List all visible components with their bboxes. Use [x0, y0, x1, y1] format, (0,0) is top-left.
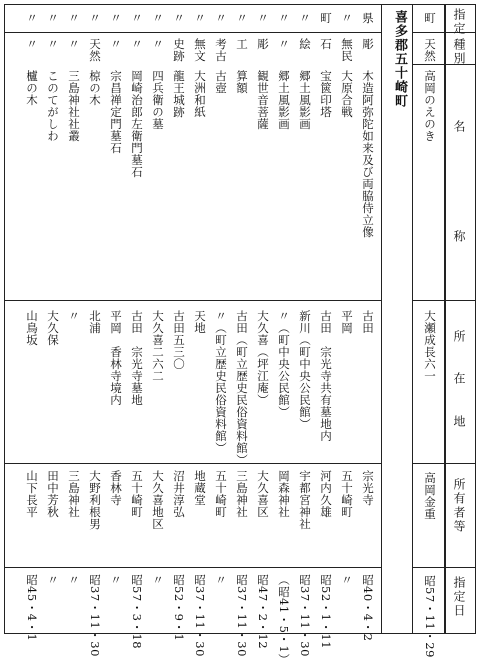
row-name: 龍王城跡	[172, 70, 186, 118]
row-name: 観世音菩薩	[256, 70, 270, 130]
row-date: 昭47・2・12	[256, 574, 270, 650]
rule-left	[4, 4, 5, 634]
row-level: 〃	[67, 12, 81, 24]
row-location: 〃（町中央公民館）	[277, 310, 291, 418]
row-name: このてがしわ	[46, 70, 60, 142]
row-kind: 石	[319, 38, 333, 50]
header-owner: 所有者等	[452, 478, 466, 534]
row-owner: 宇都宮神社	[298, 470, 312, 530]
row-level: 〃	[193, 12, 207, 24]
row-name: 四兵衛の墓	[151, 70, 165, 130]
row-owner: 大野利根男	[88, 470, 102, 530]
row-name: 郷土風影画	[277, 70, 291, 130]
row-date: 昭37・11・30	[298, 574, 312, 657]
row-name: 大原合戦	[340, 70, 354, 118]
row-owner: 大久喜地区	[151, 470, 165, 530]
row-date: 昭40・4・2	[361, 574, 375, 642]
row-owner: 沼井淳弘	[172, 470, 186, 518]
rule-row-d	[4, 567, 381, 568]
row-level: 〃	[88, 12, 102, 24]
row-kind: 絵	[298, 38, 312, 50]
entry-date: 昭57・11・29	[423, 575, 437, 658]
row-date: 〃	[151, 574, 165, 586]
row-location: 天地	[193, 310, 207, 334]
row-kind: 無文	[193, 38, 207, 62]
entry-kind: 天然	[423, 38, 437, 62]
row-location: 古田 宗光寺墓地	[130, 310, 144, 406]
row-level: 〃	[172, 12, 186, 24]
row-level: 〃	[298, 12, 312, 24]
row-location: 北浦	[88, 310, 102, 334]
rule-row-b	[4, 300, 381, 301]
entry-owner: 高岡金重	[423, 472, 437, 520]
row-owner: 五十崎町	[130, 470, 144, 518]
row-level: 〃	[256, 12, 270, 24]
rule-v-entry	[444, 4, 445, 634]
row-kind: 〃	[130, 38, 144, 50]
row-location: 古田	[361, 310, 375, 334]
row-location: 大久喜（坪江庵）	[256, 310, 270, 406]
row-location: 大久保	[46, 310, 60, 346]
header-chi: 地	[452, 415, 466, 429]
row-kind: 彫	[361, 38, 375, 50]
row-location: 平岡 香林寺境内	[109, 310, 123, 406]
row-kind: 〃	[67, 38, 81, 50]
row-name: 郷土風影画	[298, 70, 312, 130]
row-location: 新川（町中央公民館）	[298, 310, 312, 430]
header-shubetsu: 種別	[452, 38, 466, 66]
entry-level: 町	[423, 12, 437, 24]
row-level: 〃	[235, 12, 249, 24]
row-kind: 彫	[256, 38, 270, 50]
row-location: 〃（町立歴史民俗資料館）	[214, 310, 228, 454]
row-kind: 史跡	[172, 38, 186, 62]
row-owner: 田中芳秋	[46, 470, 60, 518]
row-date: 昭52・1・11	[319, 574, 333, 650]
row-level: 町	[319, 12, 333, 24]
row-date: 昭37・11・30	[235, 574, 249, 657]
row-owner: 香林寺	[109, 470, 123, 506]
row-date: 〃	[67, 574, 81, 586]
row-location: 山鳥坂	[25, 310, 39, 346]
row-name: 宝篋印塔	[319, 70, 333, 118]
rule-entry-left	[381, 4, 382, 634]
row-level: 〃	[109, 12, 123, 24]
row-name: 櫨の木	[25, 70, 39, 106]
row-owner: 三島神社	[67, 470, 81, 518]
row-location: 古田 宗光寺共有墓地内	[319, 310, 333, 442]
row-name: 古壺	[214, 70, 228, 94]
rule-row-c	[4, 463, 381, 464]
row-date: 昭57・3・18	[130, 574, 144, 650]
row-level: 〃	[151, 12, 165, 24]
row-level: 〃	[214, 12, 228, 24]
entry-name: 高岡のえのき	[423, 70, 437, 142]
row-owner: 河内久雄	[319, 470, 333, 518]
row-kind: 工	[235, 38, 249, 50]
row-owner: 宗光寺	[361, 470, 375, 506]
row-name: 三島神社社叢	[67, 70, 81, 142]
row-date: 〃	[46, 574, 60, 586]
row-owner: 大久喜区	[256, 470, 270, 518]
row-location: 古田（町立歴史民俗資料館）	[235, 310, 249, 466]
row-owner: 三島神社	[235, 470, 249, 518]
row-date: 昭37・11・30	[193, 574, 207, 657]
rule-right	[475, 4, 476, 634]
rule-top	[4, 4, 476, 5]
row-name: 大洲和紙	[193, 70, 207, 118]
row-name: 算額	[235, 70, 249, 94]
row-kind: 天然	[88, 38, 102, 62]
row-location: 平岡	[340, 310, 354, 334]
row-location: 古田五三〇	[172, 310, 186, 370]
header-sho: 称	[452, 230, 466, 244]
row-level: 〃	[25, 12, 39, 24]
header-sho2: 所	[452, 330, 466, 344]
row-kind: 〃	[151, 38, 165, 50]
row-kind: 〃	[109, 38, 123, 50]
header-shitei: 指定	[452, 8, 466, 36]
row-date: 〃	[109, 574, 123, 586]
row-kind: 〃	[25, 38, 39, 50]
row-kind: 無民	[340, 38, 354, 62]
rule-header-sep	[445, 4, 446, 634]
row-owner: 五十崎町	[214, 470, 228, 518]
page-title: 喜多郡五十崎町	[392, 10, 407, 108]
row-location: 大久喜二六二	[151, 310, 165, 382]
row-date: 〃	[340, 574, 354, 586]
row-kind: 〃	[46, 38, 60, 50]
row-date: 昭52・9・1	[172, 574, 186, 642]
row-kind: 考古	[214, 38, 228, 62]
row-level: 県	[361, 12, 375, 24]
rule-title-left	[412, 4, 413, 634]
row-name: 宗昌禅定門墓石	[109, 70, 123, 154]
row-date: 昭37・11・30	[88, 574, 102, 657]
header-zai: 在	[452, 372, 466, 386]
row-date: 昭45・4・1	[25, 574, 39, 642]
header-date: 指定日	[452, 576, 466, 618]
row-location: 〃	[67, 310, 81, 322]
row-owner: 地蔵堂	[193, 470, 207, 506]
row-owner: 五十崎町	[340, 470, 354, 518]
row-owner: 山下長平	[25, 470, 39, 518]
entry-location: 大瀬成長六一	[423, 310, 437, 382]
row-date: 〃	[214, 574, 228, 586]
row-level: 〃	[340, 12, 354, 24]
row-name: 岡崎治郎左衛門墓石	[130, 70, 144, 178]
row-level: 〃	[277, 12, 291, 24]
row-owner: 岡森神社	[277, 470, 291, 518]
rule-row-a	[4, 32, 381, 33]
row-level: 〃	[46, 12, 60, 24]
header-mei: 名	[452, 120, 466, 134]
row-name: 木造阿弥陀如来及び両脇侍立像	[361, 70, 375, 238]
row-date: （昭41・5・1）	[277, 574, 291, 665]
row-level: 〃	[130, 12, 144, 24]
row-kind: 〃	[277, 38, 291, 50]
row-name: 椋の木	[88, 70, 102, 106]
